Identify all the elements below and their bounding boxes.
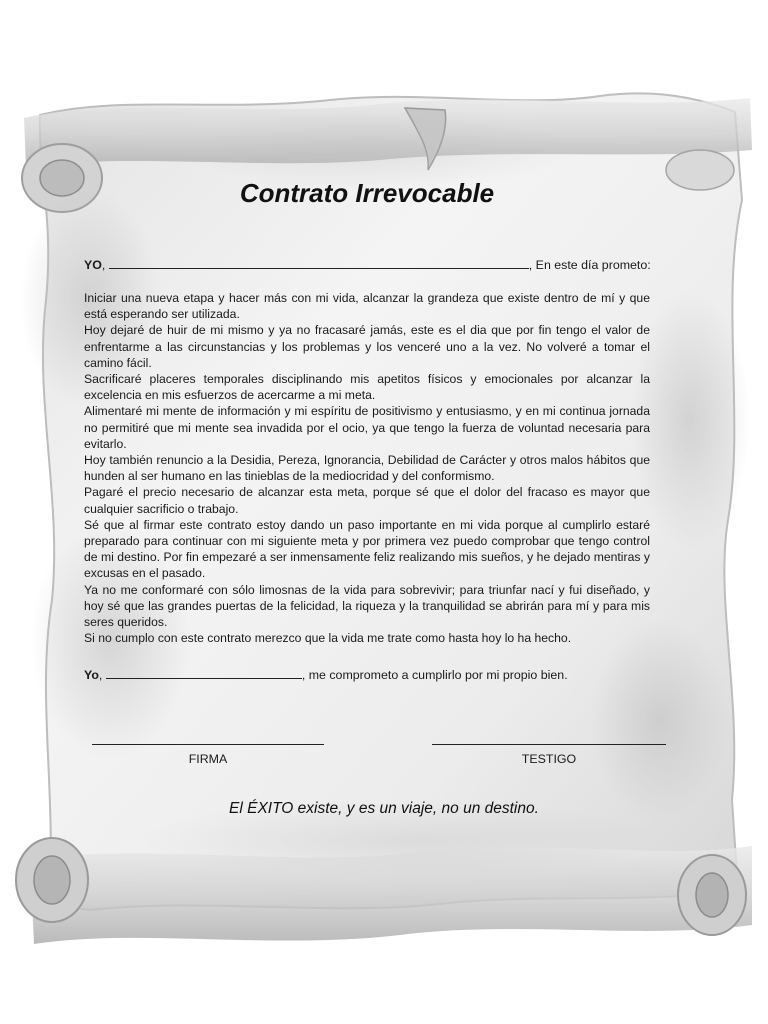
paragraph-3: Sacrificaré placeres temporales disciplinando mis apetitos físicos y emocionales por alcanzar la excelencia en mis esfuerzos de acercarme a mi meta. <box>84 372 650 403</box>
contract-body <box>84 290 650 646</box>
name-blank-field[interactable] <box>109 258 529 269</box>
witness-label: TESTIGO <box>521 752 577 766</box>
paragraph-9: Si no cumplo con este contrato merezco que la vida me trate como hasta hoy lo ha hecho. <box>84 631 572 646</box>
paragraph-4: Alimentaré mi mente de información y mi espíritu de positivismo y entusiasmo, y en mi continua jornada no permitiré que mi mente sea invadida por el ocio, ya que tengo la fuerza de voluntad necesaria para evitarlo. <box>84 404 650 451</box>
yo-label: YO <box>84 258 102 272</box>
commitment-line: Yo, , me comprometo a cumplirlo por mi propio bien. <box>84 668 568 682</box>
intro-tail: , En este día prometo: <box>528 258 651 272</box>
yo2-label: Yo <box>84 668 99 682</box>
paragraph-8: Ya no me conformaré con sólo limosnas de la vida para sobrevivir; para triunfar nací y fui diseñado, y hoy sé que las grandes puertas de la felicidad, la riqueza y la tranquilidad se abrirán para mí y para mis seres queridos. <box>84 582 650 630</box>
paragraph-7: Sé que al firmar este contrato estoy dando un paso importante en mi vida porque al cumplirlo estaré preparado para continuar con mi siguiente meta y por primera vez puedo comprobar que tengo control de mi destino. Por fin empezaré a ser inmensamente feliz realizando mis sueños, y he dejado mentiras y excusas en el pasado. <box>84 517 650 581</box>
witness-line[interactable] <box>432 744 666 745</box>
paragraph-1: Iniciar una nueva etapa y hacer más con mi vida, alcanzar la grandeza que existe dentro de mí y que está esperando ser utilizada. <box>84 291 650 322</box>
signature-label: FIRMA <box>188 752 228 766</box>
motto-text: El ÉXITO existe, y es un viaje, no un destino. <box>229 800 539 817</box>
signature-line[interactable] <box>92 744 324 745</box>
paragraph-2: Hoy dejaré de huir de mi mismo y ya no fracasaré jamás, este es el dia que por fin tengo el valor de enfrentarme a las circunstancias y los problemas y los venceré uno a la vez. No volveré a tomar el camino fácil. <box>84 323 650 370</box>
commitment-tail: , me comprometo a cumplirlo por mi propio bien. <box>301 668 568 682</box>
page-title: Contrato Irrevocable <box>239 178 495 208</box>
intro-line: YO, , En este día prometo: <box>84 258 651 272</box>
paragraph-5: Hoy también renuncio a la Desidia, Pereza, Ignorancia, Debilidad de Carácter y otros malos hábitos que hunden al ser humano en las tinieblas de la mediocridad y del conformismo. <box>84 453 650 484</box>
paragraph-6: Pagaré el precio necesario de alcanzar esta meta, porque sé que el dolor del fracaso es mayor que cualquier sacrificio o trabajo. <box>84 485 650 516</box>
commitment-name-blank-field[interactable] <box>106 668 302 679</box>
